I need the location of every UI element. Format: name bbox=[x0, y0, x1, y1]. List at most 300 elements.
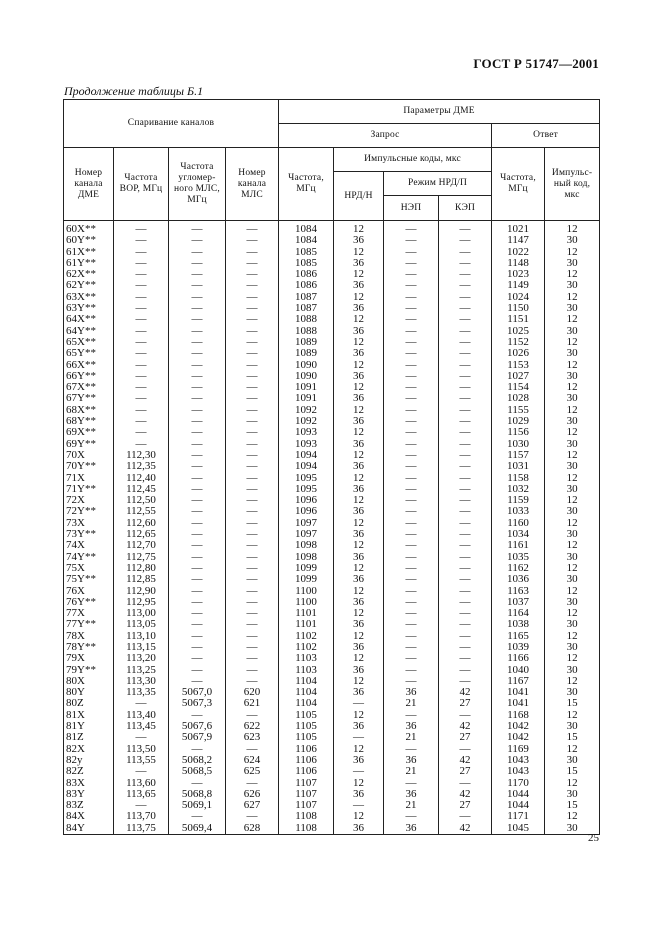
table-cell: — bbox=[384, 258, 439, 269]
table-cell: — bbox=[384, 744, 439, 755]
table-cell: 36 bbox=[384, 823, 439, 835]
table-cell: 1107 bbox=[279, 778, 334, 789]
table-cell: 74X bbox=[64, 540, 114, 551]
table-cell: 1040 bbox=[492, 665, 545, 676]
table-cell: 36 bbox=[334, 506, 384, 517]
table-cell: 1045 bbox=[492, 823, 545, 835]
table-cell: — bbox=[169, 642, 226, 653]
table-cell: — bbox=[169, 778, 226, 789]
table-cell: 1093 bbox=[279, 427, 334, 438]
table-cell: — bbox=[169, 665, 226, 676]
header-nrd-n: НРД/Н bbox=[334, 172, 384, 221]
table-cell: — bbox=[384, 303, 439, 314]
table-cell: 30 bbox=[545, 258, 600, 269]
table-cell: 36 bbox=[334, 258, 384, 269]
table-cell: — bbox=[169, 439, 226, 450]
table-cell: 21 bbox=[384, 800, 439, 811]
table-cell: 1160 bbox=[492, 518, 545, 529]
table-cell: 12 bbox=[334, 292, 384, 303]
table-cell: — bbox=[169, 473, 226, 484]
table-cell: — bbox=[114, 247, 169, 258]
table-cell: 74Y** bbox=[64, 552, 114, 563]
table-cell: — bbox=[439, 597, 492, 608]
table-cell: — bbox=[439, 665, 492, 676]
table-cell: 1042 bbox=[492, 732, 545, 743]
table-cell: 1027 bbox=[492, 371, 545, 382]
table-cell: 626 bbox=[226, 789, 279, 800]
table-cell: 1159 bbox=[492, 495, 545, 506]
table-cell: — bbox=[439, 314, 492, 325]
table-cell: 30 bbox=[545, 789, 600, 800]
table-cell: 42 bbox=[439, 687, 492, 698]
table-cell: 113,15 bbox=[114, 642, 169, 653]
table-cell: 1167 bbox=[492, 676, 545, 687]
table-cell: 12 bbox=[334, 360, 384, 371]
table-cell: 622 bbox=[226, 721, 279, 732]
table-cell: 36 bbox=[334, 619, 384, 630]
table-cell: — bbox=[384, 495, 439, 506]
table-cell: 36 bbox=[334, 439, 384, 450]
table-cell: 113,35 bbox=[114, 687, 169, 698]
table-cell: 12 bbox=[334, 586, 384, 597]
table-cell: — bbox=[169, 405, 226, 416]
table-cell: — bbox=[226, 653, 279, 664]
table-cell: — bbox=[169, 676, 226, 687]
table-cell: 12 bbox=[334, 405, 384, 416]
table-cell: — bbox=[439, 529, 492, 540]
table-cell: 12 bbox=[334, 450, 384, 461]
table-cell: 1168 bbox=[492, 710, 545, 721]
table-cell: 30 bbox=[545, 755, 600, 766]
table-cell: — bbox=[226, 393, 279, 404]
table-cell: — bbox=[384, 642, 439, 653]
table-cell: — bbox=[169, 484, 226, 495]
table-cell: — bbox=[384, 608, 439, 619]
table-cell: — bbox=[226, 280, 279, 291]
table-cell: — bbox=[226, 405, 279, 416]
table-cell: 5068,8 bbox=[169, 789, 226, 800]
table-cell: 63X** bbox=[64, 292, 114, 303]
table-cell: 12 bbox=[545, 563, 600, 574]
table-cell: — bbox=[226, 744, 279, 755]
table-cell: 1154 bbox=[492, 382, 545, 393]
table-cell: 36 bbox=[384, 721, 439, 732]
table-cell: 1099 bbox=[279, 563, 334, 574]
table-cell: 15 bbox=[545, 732, 600, 743]
header-dme-params: Параметры ДМЕ bbox=[279, 100, 600, 124]
table-cell: — bbox=[169, 326, 226, 337]
table-cell: 1106 bbox=[279, 744, 334, 755]
table-cell: — bbox=[226, 586, 279, 597]
page-number: 25 bbox=[588, 832, 599, 844]
table-cell: 1031 bbox=[492, 461, 545, 472]
table-cell: — bbox=[384, 563, 439, 574]
table-cell: 67X** bbox=[64, 382, 114, 393]
table-cell: — bbox=[114, 382, 169, 393]
table-cell: — bbox=[169, 360, 226, 371]
table-cell: 1039 bbox=[492, 642, 545, 653]
table-cell: — bbox=[439, 280, 492, 291]
table-cell: 65Y** bbox=[64, 348, 114, 359]
header-kep: КЭП bbox=[439, 196, 492, 221]
table-cell: 27 bbox=[439, 732, 492, 743]
table-cell: — bbox=[439, 811, 492, 822]
table-cell: 12 bbox=[545, 710, 600, 721]
table-cell: 77Y** bbox=[64, 619, 114, 630]
table-cell: 1163 bbox=[492, 586, 545, 597]
table-cell: — bbox=[439, 586, 492, 597]
table-cell: 12 bbox=[545, 247, 600, 258]
table-cell: 72Y** bbox=[64, 506, 114, 517]
table-row bbox=[64, 653, 600, 664]
table-cell: 36 bbox=[334, 484, 384, 495]
table-cell: — bbox=[439, 247, 492, 258]
table-cell: 1105 bbox=[279, 732, 334, 743]
table-cell: — bbox=[226, 247, 279, 258]
table-cell: 63Y** bbox=[64, 303, 114, 314]
table-cell: 30 bbox=[545, 484, 600, 495]
table-cell: 112,45 bbox=[114, 484, 169, 495]
table-cell: 1100 bbox=[279, 586, 334, 597]
table-cell: — bbox=[439, 439, 492, 450]
table-cell: — bbox=[226, 529, 279, 540]
table-cell: 30 bbox=[545, 665, 600, 676]
table-cell: 12 bbox=[334, 563, 384, 574]
table-cell: 12 bbox=[545, 314, 600, 325]
table-cell: 12 bbox=[334, 540, 384, 551]
table-cell: 69Y** bbox=[64, 439, 114, 450]
table-cell: 80Z bbox=[64, 698, 114, 709]
table-cell: — bbox=[114, 416, 169, 427]
table-cell: — bbox=[169, 450, 226, 461]
table-cell: 81Z bbox=[64, 732, 114, 743]
table-cell: 12 bbox=[545, 653, 600, 664]
table-cell: — bbox=[384, 427, 439, 438]
table-cell: 36 bbox=[334, 789, 384, 800]
table-cell: — bbox=[226, 326, 279, 337]
table-cell: 12 bbox=[334, 653, 384, 664]
table-cell: 12 bbox=[545, 495, 600, 506]
table-cell: — bbox=[439, 292, 492, 303]
table-cell: 60X** bbox=[64, 221, 114, 236]
table-cell: — bbox=[114, 371, 169, 382]
table-cell: — bbox=[384, 247, 439, 258]
table-cell: — bbox=[169, 427, 226, 438]
table-cell: 1101 bbox=[279, 619, 334, 630]
table-cell: 30 bbox=[545, 439, 600, 450]
table-cell: 1161 bbox=[492, 540, 545, 551]
table-cell: — bbox=[226, 710, 279, 721]
table-cell: 1151 bbox=[492, 314, 545, 325]
table-cell: 30 bbox=[545, 721, 600, 732]
table-cell: 1032 bbox=[492, 484, 545, 495]
table-cell: 36 bbox=[334, 348, 384, 359]
table-cell: 30 bbox=[545, 823, 600, 835]
table-cell: — bbox=[384, 574, 439, 585]
table-cell: 30 bbox=[545, 235, 600, 246]
table-cell: — bbox=[439, 518, 492, 529]
table-cell: 1043 bbox=[492, 755, 545, 766]
table-cell: 1042 bbox=[492, 721, 545, 732]
table-cell: 82y bbox=[64, 755, 114, 766]
table-cell: 112,35 bbox=[114, 461, 169, 472]
table-cell: — bbox=[439, 608, 492, 619]
table-cell: 82Z bbox=[64, 766, 114, 777]
table-cell: — bbox=[384, 269, 439, 280]
table-cell: 1094 bbox=[279, 461, 334, 472]
table-cell: 112,95 bbox=[114, 597, 169, 608]
table-cell: 12 bbox=[545, 518, 600, 529]
table-cell: 5068,5 bbox=[169, 766, 226, 777]
table-cell: — bbox=[439, 326, 492, 337]
table-cell: 1169 bbox=[492, 744, 545, 755]
table-cell: 112,55 bbox=[114, 506, 169, 517]
table-cell: 1084 bbox=[279, 221, 334, 236]
table-cell: 1022 bbox=[492, 247, 545, 258]
table-cell: 1044 bbox=[492, 800, 545, 811]
table-cell: 81Y bbox=[64, 721, 114, 732]
table-cell: — bbox=[439, 744, 492, 755]
table-cell: 1099 bbox=[279, 574, 334, 585]
table-cell: 12 bbox=[545, 811, 600, 822]
table-cell: — bbox=[114, 303, 169, 314]
table-cell: 30 bbox=[545, 371, 600, 382]
table-cell: — bbox=[169, 506, 226, 517]
table-cell: — bbox=[439, 382, 492, 393]
table-cell: — bbox=[384, 416, 439, 427]
table-cell: — bbox=[169, 371, 226, 382]
header-mode: Режим НРД/П bbox=[384, 172, 492, 196]
table-cell: 112,60 bbox=[114, 518, 169, 529]
table-cell: 1171 bbox=[492, 811, 545, 822]
table-cell: 112,30 bbox=[114, 450, 169, 461]
table-cell: 12 bbox=[545, 360, 600, 371]
table-cell: — bbox=[226, 360, 279, 371]
table-cell: 1030 bbox=[492, 439, 545, 450]
table-cell: 30 bbox=[545, 642, 600, 653]
table-cell: — bbox=[114, 258, 169, 269]
table-cell: — bbox=[439, 540, 492, 551]
table-row bbox=[64, 540, 600, 551]
table-cell: 1092 bbox=[279, 405, 334, 416]
table-cell: — bbox=[384, 676, 439, 687]
table-cell: — bbox=[226, 221, 279, 236]
table-cell: 1024 bbox=[492, 292, 545, 303]
table-cell: 1170 bbox=[492, 778, 545, 789]
table-cell: — bbox=[226, 631, 279, 642]
table-cell: — bbox=[226, 608, 279, 619]
table-cell: 1108 bbox=[279, 823, 334, 835]
header-resp-freq: Частота, МГц bbox=[492, 148, 545, 221]
table-cell: — bbox=[384, 778, 439, 789]
table-cell: 68Y** bbox=[64, 416, 114, 427]
table-cell: — bbox=[114, 292, 169, 303]
table-cell: 21 bbox=[384, 766, 439, 777]
table-cell: 1152 bbox=[492, 337, 545, 348]
table-cell: — bbox=[169, 280, 226, 291]
table-cell: — bbox=[226, 292, 279, 303]
table-cell: 27 bbox=[439, 800, 492, 811]
table-cell: 42 bbox=[439, 789, 492, 800]
table-cell: — bbox=[226, 371, 279, 382]
table-cell: — bbox=[384, 280, 439, 291]
table-cell: — bbox=[226, 506, 279, 517]
table-row bbox=[64, 461, 600, 472]
table-cell: — bbox=[114, 360, 169, 371]
table-cell: 36 bbox=[334, 687, 384, 698]
table-cell: 27 bbox=[439, 698, 492, 709]
table-cell: — bbox=[114, 269, 169, 280]
table-cell: 75X bbox=[64, 563, 114, 574]
table-cell: 30 bbox=[545, 416, 600, 427]
table-cell: — bbox=[114, 393, 169, 404]
table-cell: 113,65 bbox=[114, 789, 169, 800]
table-cell: 1103 bbox=[279, 665, 334, 676]
table-cell: — bbox=[439, 450, 492, 461]
table-cell: 1166 bbox=[492, 653, 545, 664]
table-cell: 12 bbox=[334, 518, 384, 529]
table-cell: — bbox=[169, 811, 226, 822]
table-cell: — bbox=[169, 552, 226, 563]
table-cell: — bbox=[384, 619, 439, 630]
table-cell: 1097 bbox=[279, 518, 334, 529]
table-cell: 1091 bbox=[279, 393, 334, 404]
table-cell: — bbox=[384, 371, 439, 382]
table-cell: — bbox=[226, 450, 279, 461]
table-cell: 12 bbox=[545, 221, 600, 236]
table-cell: — bbox=[226, 484, 279, 495]
table-cell: — bbox=[439, 484, 492, 495]
table-cell: 61X** bbox=[64, 247, 114, 258]
table-cell: — bbox=[226, 619, 279, 630]
table-cell: 30 bbox=[545, 574, 600, 585]
table-cell: — bbox=[384, 631, 439, 642]
table-cell: 71X bbox=[64, 473, 114, 484]
table-cell: 624 bbox=[226, 755, 279, 766]
table-cell: 1148 bbox=[492, 258, 545, 269]
table-cell: 113,45 bbox=[114, 721, 169, 732]
table-cell: 1095 bbox=[279, 484, 334, 495]
header-resp-code: Импульс-ный код, мкс bbox=[545, 148, 600, 221]
table-cell: 73X bbox=[64, 518, 114, 529]
table-cell: 1034 bbox=[492, 529, 545, 540]
table-cell: — bbox=[114, 337, 169, 348]
table-cell: 12 bbox=[545, 778, 600, 789]
table-cell: 12 bbox=[545, 586, 600, 597]
table-cell: 1090 bbox=[279, 371, 334, 382]
table-cell: 12 bbox=[334, 269, 384, 280]
table-cell: 36 bbox=[334, 665, 384, 676]
table-cell: 1098 bbox=[279, 540, 334, 551]
table-cell: 12 bbox=[545, 540, 600, 551]
table-cell: 1029 bbox=[492, 416, 545, 427]
table-cell: — bbox=[169, 608, 226, 619]
table-cell: 12 bbox=[334, 314, 384, 325]
table-cell: 1037 bbox=[492, 597, 545, 608]
table-cell: 1103 bbox=[279, 653, 334, 664]
table-cell: — bbox=[226, 778, 279, 789]
table-row bbox=[64, 732, 600, 743]
table-cell: 1089 bbox=[279, 348, 334, 359]
table-cell: — bbox=[334, 766, 384, 777]
table-cell: 64X** bbox=[64, 314, 114, 325]
table-cell: — bbox=[226, 665, 279, 676]
table-cell: 5069,1 bbox=[169, 800, 226, 811]
table-row bbox=[64, 574, 600, 585]
table-cell: — bbox=[169, 495, 226, 506]
table-cell: 36 bbox=[334, 280, 384, 291]
table-cell: 77X bbox=[64, 608, 114, 619]
table-cell: 36 bbox=[334, 461, 384, 472]
table-cell: — bbox=[439, 393, 492, 404]
table-cell: — bbox=[384, 653, 439, 664]
table-cell: 78Y** bbox=[64, 642, 114, 653]
table-cell: 36 bbox=[384, 789, 439, 800]
table-cell: 30 bbox=[545, 280, 600, 291]
table-cell: — bbox=[226, 439, 279, 450]
table-cell: 1041 bbox=[492, 687, 545, 698]
table-cell: 30 bbox=[545, 597, 600, 608]
table-cell: 12 bbox=[334, 427, 384, 438]
header-pairing: Спаривание каналов bbox=[64, 100, 279, 148]
table-cell: — bbox=[439, 461, 492, 472]
table-cell: — bbox=[169, 563, 226, 574]
table-cell: 36 bbox=[334, 755, 384, 766]
table-cell: 1092 bbox=[279, 416, 334, 427]
table-cell: 1086 bbox=[279, 269, 334, 280]
table-cell: 68X** bbox=[64, 405, 114, 416]
table-cell: — bbox=[439, 563, 492, 574]
table-cell: 36 bbox=[334, 235, 384, 246]
table-cell: — bbox=[439, 235, 492, 246]
table-cell: 1086 bbox=[279, 280, 334, 291]
table-cell: 60Y** bbox=[64, 235, 114, 246]
table-row bbox=[64, 348, 600, 359]
table-cell: — bbox=[114, 326, 169, 337]
header-request: Запрос bbox=[279, 124, 492, 148]
table-cell: 30 bbox=[545, 461, 600, 472]
table-cell: 12 bbox=[334, 473, 384, 484]
table-cell: — bbox=[439, 221, 492, 236]
table-cell: — bbox=[384, 665, 439, 676]
table-cell: — bbox=[226, 473, 279, 484]
table-cell: — bbox=[169, 303, 226, 314]
table-cell: — bbox=[226, 495, 279, 506]
table-cell: — bbox=[384, 360, 439, 371]
table-cell: 80X bbox=[64, 676, 114, 687]
table-cell: — bbox=[439, 303, 492, 314]
table-cell: 78X bbox=[64, 631, 114, 642]
table-cell: — bbox=[439, 371, 492, 382]
table-cell: — bbox=[169, 619, 226, 630]
table-cell: 625 bbox=[226, 766, 279, 777]
table-cell: — bbox=[439, 416, 492, 427]
table-cell: — bbox=[384, 461, 439, 472]
table-cell: 36 bbox=[334, 597, 384, 608]
table-cell: — bbox=[439, 258, 492, 269]
table-cell: — bbox=[439, 405, 492, 416]
table-cell: 1043 bbox=[492, 766, 545, 777]
table-cell: — bbox=[169, 653, 226, 664]
table-cell: 623 bbox=[226, 732, 279, 743]
table-cell: 1025 bbox=[492, 326, 545, 337]
table-cell: 1164 bbox=[492, 608, 545, 619]
table-cell: — bbox=[439, 631, 492, 642]
table-cell: — bbox=[384, 405, 439, 416]
table-cell: — bbox=[439, 676, 492, 687]
table-cell: — bbox=[169, 574, 226, 585]
table-cell: 30 bbox=[545, 326, 600, 337]
